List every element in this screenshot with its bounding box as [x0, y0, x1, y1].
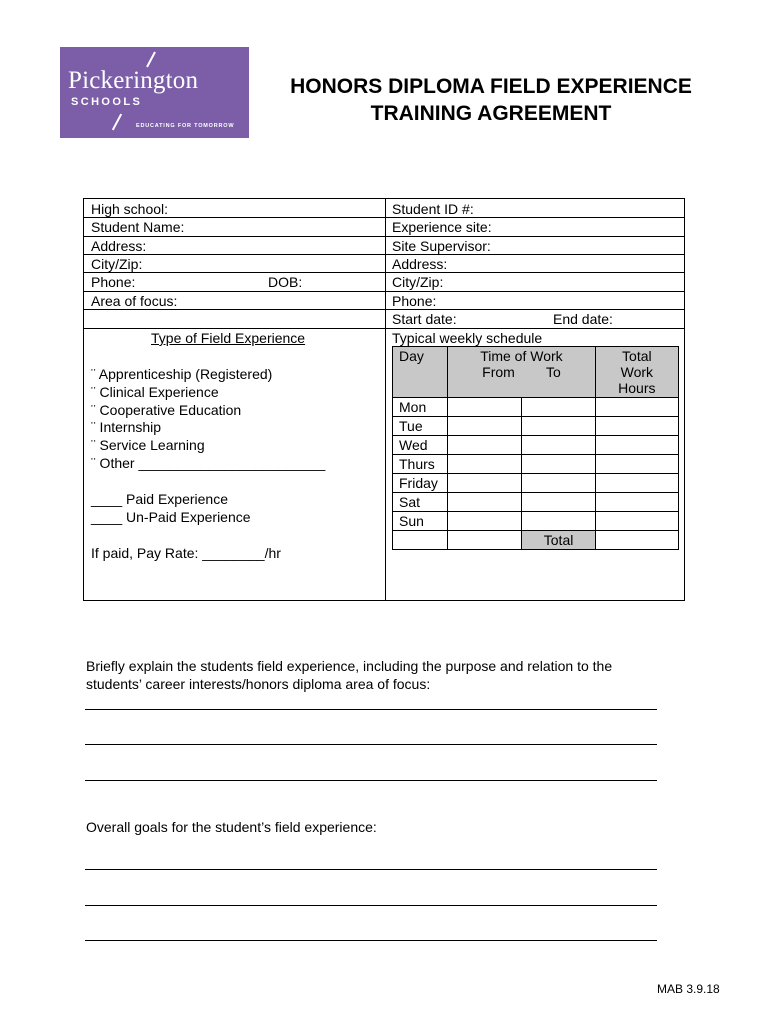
hours-cell[interactable]	[595, 474, 678, 493]
experience-site-field[interactable]: Experience site:	[392, 219, 492, 235]
option-clinical[interactable]: ¨ Clinical Experience	[91, 384, 219, 400]
site-address-field[interactable]: Address:	[392, 256, 448, 272]
day-label: Thurs	[393, 455, 448, 474]
blank-cell	[448, 531, 522, 550]
end-date-field[interactable]: End date:	[553, 311, 613, 327]
day-label: Mon	[393, 398, 448, 417]
answer-line[interactable]	[85, 869, 657, 870]
schedule-heading: Typical weekly schedule	[392, 330, 543, 346]
unpaid-experience-field[interactable]: ____ Un-Paid Experience	[91, 509, 251, 525]
total-hours-cell[interactable]	[595, 531, 678, 550]
from-cell[interactable]	[448, 436, 522, 455]
row-divider	[84, 254, 684, 255]
from-cell[interactable]	[448, 474, 522, 493]
logo-slash-top	[146, 52, 156, 68]
hours-cell[interactable]	[595, 455, 678, 474]
dob-field[interactable]: DOB:	[268, 274, 303, 290]
hours-cell[interactable]	[595, 417, 678, 436]
day-label: Tue	[393, 417, 448, 436]
from-cell[interactable]	[448, 455, 522, 474]
schedule-row-thurs	[393, 455, 679, 474]
student-info-form	[83, 198, 685, 601]
question-overall-goals: Overall goals for the student’s field experience:	[86, 819, 377, 835]
pickerington-schools-logo	[60, 47, 249, 138]
header-from: From	[482, 364, 515, 380]
from-cell[interactable]	[448, 417, 522, 436]
row-divider	[84, 328, 684, 329]
weekly-schedule-table	[392, 346, 679, 550]
address-field[interactable]: Address:	[91, 238, 147, 254]
logo-schools: SCHOOLS	[71, 96, 143, 108]
header-time-of-work: Time of Work From To	[448, 347, 596, 398]
option-internship[interactable]: ¨ Internship	[91, 419, 162, 435]
to-cell[interactable]	[522, 493, 595, 512]
hours-cell[interactable]	[595, 436, 678, 455]
answer-line[interactable]	[85, 709, 657, 710]
row-divider	[84, 291, 684, 292]
schedule-row-wed	[393, 436, 679, 455]
schedule-row-tue	[393, 417, 679, 436]
schedule-total-row	[393, 531, 679, 550]
pay-rate-field[interactable]: If paid, Pay Rate: ________/hr	[91, 545, 281, 561]
answer-line[interactable]	[85, 780, 657, 781]
row-divider	[84, 217, 684, 218]
schedule-row-mon	[393, 398, 679, 417]
title-line-2: TRAINING AGREEMENT	[370, 102, 612, 125]
option-apprenticeship[interactable]: ¨ Apprenticeship (Registered)	[91, 366, 273, 382]
answer-line[interactable]	[85, 940, 657, 941]
option-other[interactable]: ¨ Other ________________________	[91, 455, 326, 471]
experience-type-heading: Type of Field Experience	[151, 330, 306, 346]
hours-cell[interactable]	[595, 398, 678, 417]
to-cell[interactable]	[522, 455, 595, 474]
site-city-zip-field[interactable]: City/Zip:	[392, 274, 444, 290]
day-label: Sat	[393, 493, 448, 512]
day-label: Wed	[393, 436, 448, 455]
start-date-field[interactable]: Start date:	[392, 311, 457, 327]
day-label: Sun	[393, 512, 448, 531]
logo-brand: Pickerington	[68, 67, 199, 94]
hours-cell[interactable]	[595, 493, 678, 512]
schedule-row-sun	[393, 512, 679, 531]
student-id-field[interactable]: Student ID #:	[392, 201, 474, 217]
city-zip-field[interactable]: City/Zip:	[91, 256, 143, 272]
site-phone-field[interactable]: Phone:	[392, 293, 437, 309]
from-cell[interactable]	[448, 398, 522, 417]
student-name-field[interactable]: Student Name:	[91, 219, 185, 235]
to-cell[interactable]	[522, 417, 595, 436]
row-divider	[84, 272, 684, 273]
answer-line[interactable]	[85, 744, 657, 745]
page-title	[262, 73, 720, 127]
schedule-row-friday	[393, 474, 679, 493]
site-supervisor-field[interactable]: Site Supervisor:	[392, 238, 491, 254]
total-label: Total	[522, 531, 595, 550]
high-school-field[interactable]: High school:	[91, 201, 169, 217]
header-day: Day	[393, 347, 448, 398]
logo-slash-bottom	[112, 114, 122, 131]
logo-tagline: EDUCATING FOR TOMORROW	[136, 123, 235, 129]
title-line-1: HONORS DIPLOMA FIELD EXPERIENCE	[290, 75, 692, 98]
option-service-learning[interactable]: ¨ Service Learning	[91, 437, 205, 453]
paid-experience-field[interactable]: ____ Paid Experience	[91, 491, 228, 507]
answer-line[interactable]	[85, 905, 657, 906]
schedule-header-row	[393, 347, 679, 398]
header-total-work-hours: Total Work Hours	[595, 347, 678, 398]
row-divider	[84, 309, 684, 310]
from-cell[interactable]	[448, 493, 522, 512]
hours-cell[interactable]	[595, 512, 678, 531]
option-cooperative[interactable]: ¨ Cooperative Education	[91, 402, 242, 418]
schedule-row-sat	[393, 493, 679, 512]
to-cell[interactable]	[522, 512, 595, 531]
header-to: To	[545, 364, 561, 380]
form-code: MAB 3.9.18	[657, 982, 720, 996]
to-cell[interactable]	[522, 436, 595, 455]
row-divider	[84, 236, 684, 237]
to-cell[interactable]	[522, 398, 595, 417]
phone-field[interactable]: Phone:	[91, 274, 136, 290]
blank-cell	[393, 531, 448, 550]
day-label: Friday	[393, 474, 448, 493]
to-cell[interactable]	[522, 474, 595, 493]
area-of-focus-field[interactable]: Area of focus:	[91, 293, 178, 309]
column-divider	[385, 199, 386, 600]
from-cell[interactable]	[448, 512, 522, 531]
question-experience-explanation: Briefly explain the students field experience, including the purpose and relation to the students’ career interests/honors diploma area of focus:	[86, 658, 613, 692]
